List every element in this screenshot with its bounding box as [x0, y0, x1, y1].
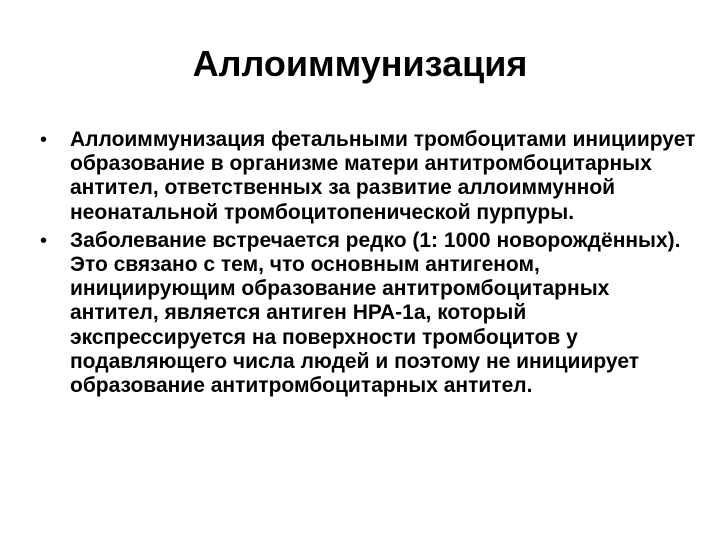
bullet-icon: •: [40, 229, 48, 252]
bullet-list: [28, 128, 700, 402]
bullet-icon: •: [40, 129, 48, 151]
bullet-item: [28, 229, 700, 398]
bullet-text: Заболевание встречается редко (1: 1000 новорождённых). Это связано с тем, что основным антигеном, инициирующим образование антитромбоцитарных антител, является антиген НРА-1а, который экспрессируется на поверхности тромбоцитов у подавляющего числа людей и поэтому не инициирует образование антитромбоцитарных антител.: [70, 228, 681, 398]
bullet-item: [28, 128, 700, 225]
bullet-text: Аллоиммунизация фетальными тромбоцитами инициирует образование в организме матери антитромбоцитарных антител, ответственных за развитие аллоиммунной неонатальной тромбоцитопенической пурпуры.: [70, 128, 696, 224]
slide-title: Аллоиммунизация: [192, 43, 528, 84]
